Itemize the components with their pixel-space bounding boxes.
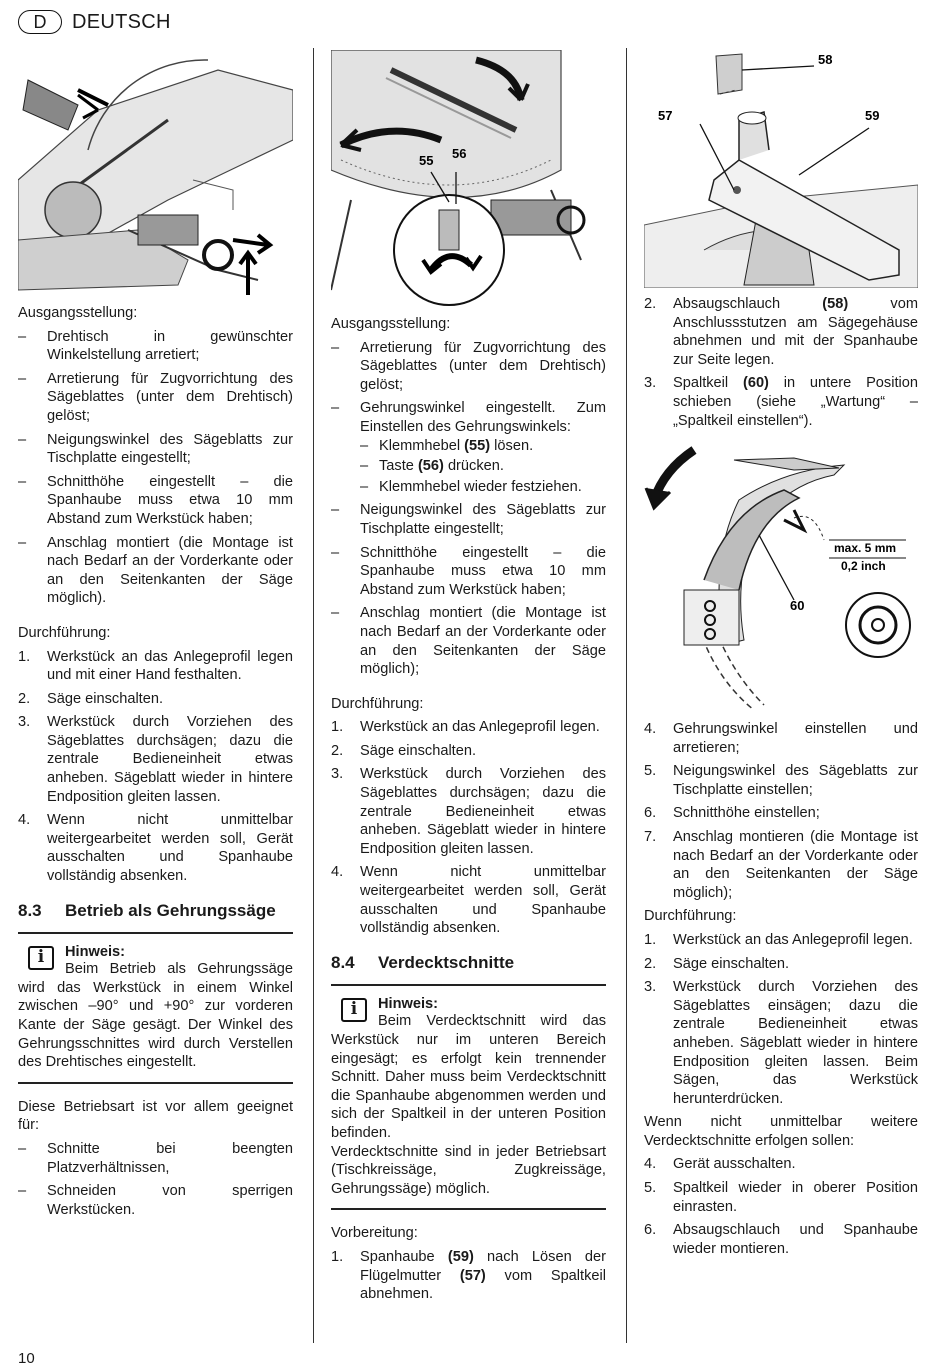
paragraph: Wenn nicht unmittelbar weitere Verdecktschnitte erfolgen sollen: [644,1114,918,1149]
language-badge: D [18,10,62,34]
list-item: – Schnitthöhe eingestellt – die Spanhaube muss etwa 10 mm Abstand zum Werkstück haben; [331,544,606,598]
note-text: Beim Betrieb als Gehrungssäge wird das Werkstück in einem Winkel zwischen –90° und +90° zur vorderen Kante der Säge gesägt. Der Winkel des Gehrungsschnittes wird durch Verstellen des Drehtisches eingestellt. [18,961,293,1071]
list-item: – Schnitthöhe eingestellt – die Spanhaube muss etwa 10 mm Abstand zum Werkstück haben; [18,473,293,527]
list-item: – Anschlag montiert (die Montage ist nach Bedarf an der Vorderkante oder an den Seitenkanten der Säge möglich); [331,605,606,678]
column-2 [331,315,606,1309]
note-block [331,984,606,1211]
page-number: 10 [18,1350,35,1367]
miter-illustration [331,50,606,308]
suited-list [18,1140,293,1219]
figure-label: 59 [865,108,880,123]
language-name: DEUTSCH [72,10,171,33]
column-1 [18,304,293,1224]
durchfuehrung-list [18,648,293,886]
list-item: 2. Säge einschalten. [644,955,790,972]
list-item: 4. Wenn nicht unmittelbar weitergearbeitet werden soll, Gerät ausschalten und Spanhaube vollständig absenken. [331,864,606,937]
vorbereitung-heading: Vorbereitung: [331,1225,418,1242]
section-heading: 8.4 Verdecktschnitte [331,952,515,972]
list-item: – Neigungswinkel des Sägeblatts zur Tischplatte eingestellt; [331,502,606,537]
list-item: 6. Schnitthöhe einstellen; [644,805,820,822]
list-item: – Arretierung für Zugvorrichtung des Sägeblattes (unter dem Drehtisch) gelöst; [331,339,606,393]
column-divider [313,48,314,1343]
list-item: – Drehtisch in gewünschter Winkelstellung arretiert; [18,328,293,364]
list-item: 2. Säge einschalten. [331,742,477,759]
sub-list [360,437,606,497]
list-item: – Taste (56) drücken. [360,458,504,475]
list-item: – Neigungswinkel des Sägeblatts zur Tischplatte eingestellt; [18,431,293,467]
list-item: – Anschlag montiert (die Montage ist nach Bedarf an der Vorderkante oder an den Seitenkanten der Säge möglich). [18,534,293,607]
note-block [18,932,293,1084]
list-item: 1. Werkstück an das Anlegeprofil legen und mit einer Hand festhalten. [18,648,293,684]
list-item: 3. Spaltkeil (60) in untere Position schieben (siehe „Wartung“ – „Spaltkeil einstellen“). [644,375,918,429]
list-item: 1. Werkstück an das Anlegeprofil legen. [331,719,600,736]
list-item: – Klemmhebel (55) lösen. [360,437,534,454]
list-item: 4. Wenn nicht unmittelbar weitergearbeitet werden soll, Gerät ausschalten und Spanhaube vollständig absenken. [18,812,293,885]
ausgang-heading: Ausgangsstellung: [18,305,138,321]
list-item: – Schnitte bei beengten Platzverhältnissen, [18,1140,293,1176]
list-item: 5. Neigungswinkel des Sägeblatts zur Tischplatte einstellen; [644,763,918,798]
column-3-lower [644,720,918,1263]
note-title: Hinweis: [65,943,126,960]
figure-saw-drehtisch [18,50,293,300]
list-item: 5. Spaltkeil wieder in oberer Position einrasten. [644,1180,918,1215]
section-heading: 8.3 Betrieb als Gehrungssäge [18,900,276,920]
list-item: 2. Säge einschalten. [18,690,164,707]
list-item: – Klemmhebel wieder festziehen. [360,478,582,495]
list-item: 6. Absaugschlauch und Spanhaube wieder montieren. [644,1222,918,1257]
blade-guard-illustration [644,50,918,288]
saw-table-illustration [18,50,293,300]
durchfuehrung-heading: Durchführung: [644,908,737,925]
list-item: 3. Werkstück durch Vorziehen des Sägeblattes durchsägen; dazu die zentrale Bedieneinheit etwas anheben. Sägeblatt wieder in hintere Endposition gleiten lassen. [331,766,606,857]
ausgang-list [18,328,293,608]
list-item: 1. Spanhaube (59) nach Lösen der Flügelmutter (57) vom Spaltkeil abnehmen. [331,1248,606,1303]
list-item: – Schneiden von sperrigen Werkstücken. [18,1183,293,1218]
figure-label: 56 [452,146,467,161]
figure-label: 55 [419,153,434,168]
column-divider [626,48,627,1343]
durchfuehrung-list [644,931,918,1108]
note-title: Hinweis: [378,995,439,1012]
ausgang-heading: Ausgangsstellung: [331,316,451,332]
vorbereitung-list [331,1248,606,1304]
measure-label: max. 5 mm [834,541,897,555]
list-item: 7. Anschlag montieren (die Montage ist nach Bedarf an der Vorderkante oder an den Seitenkanten der Säge möglich); [644,828,918,901]
list-item: 3. Werkstück durch Vorziehen des Sägeblattes einsägen; dazu die zentrale Bedieneinheit etwas anheben. Sägeblatt wieder in hintere Endposition gleiten lassen. Beim Sägen, das Werkstück herunterdrücken. [644,979,918,1107]
note-head [18,943,293,968]
final-list [644,1155,918,1258]
figure-spaltkeil [644,440,918,712]
durchfuehrung-list [331,718,606,938]
figure-gehrung [331,50,606,308]
durchfuehrung-heading: Durchführung: [331,695,424,712]
measure-label: 0,2 inch [841,559,886,573]
figure-label: 57 [658,108,673,123]
note-text: Verdecktschnitte sind in jeder Betriebsart (Tischkreissäge, Zugkreissäge, Gehrungssäge) möglich. [331,1143,606,1197]
info-icon: i [341,998,367,1022]
info-icon: i [28,946,54,970]
paragraph: Diese Betriebsart ist vor allem geeignet für: [18,1098,293,1134]
list-item: 2. Absaugschlauch (58) vom Anschlussstutzen am Sägegehäuse abnehmen und mit der Spanhaube zur Seite legen. [644,296,919,368]
note-text: Beim Verdecktschnitt wird das Werkstück nur im unteren Bereich eingesägt; es erfolgt kein trennender Schnitt. Daher muss beim Verdecktschnitt die Spanhaube abgenommen werden und sich der Spaltkeil in der unteren Position befinden. [331,1013,606,1141]
steps-list-a [644,295,918,430]
riving-knife-illustration [644,440,918,712]
list-item: 4. Gerät ausschalten. [644,1156,796,1173]
steps-list-b [644,720,918,902]
column-3-upper [644,295,918,435]
list-item: 1. Werkstück an das Anlegeprofil legen. [644,931,913,948]
figure-label: 58 [818,52,833,67]
list-item: 3. Werkstück durch Vorziehen des Sägeblattes durchsägen; dazu die zentrale Bedieneinheit etwas anheben. Sägeblatt wieder in hintere Endposition gleiten lassen. [18,714,293,805]
list-item: – Gehrungswinkel eingestellt. Zum Einstellen des Gehrungswinkels: – Klemmhebel (55) lösen. – Taste (56) drücken. – Klemmhebel wieder festziehen. [331,400,606,495]
figure-label: 60 [790,598,805,613]
list-item: 4. Gehrungswinkel einstellen und arretieren; [644,721,918,756]
figure-spanhaube [644,50,918,288]
page-header [18,8,171,36]
ausgang-list [331,339,606,679]
note-head [331,995,606,1020]
durchfuehrung-heading: Durchführung: [18,624,111,641]
list-item: – Arretierung für Zugvorrichtung des Sägeblattes (unter dem Drehtisch) gelöst; [18,370,293,424]
